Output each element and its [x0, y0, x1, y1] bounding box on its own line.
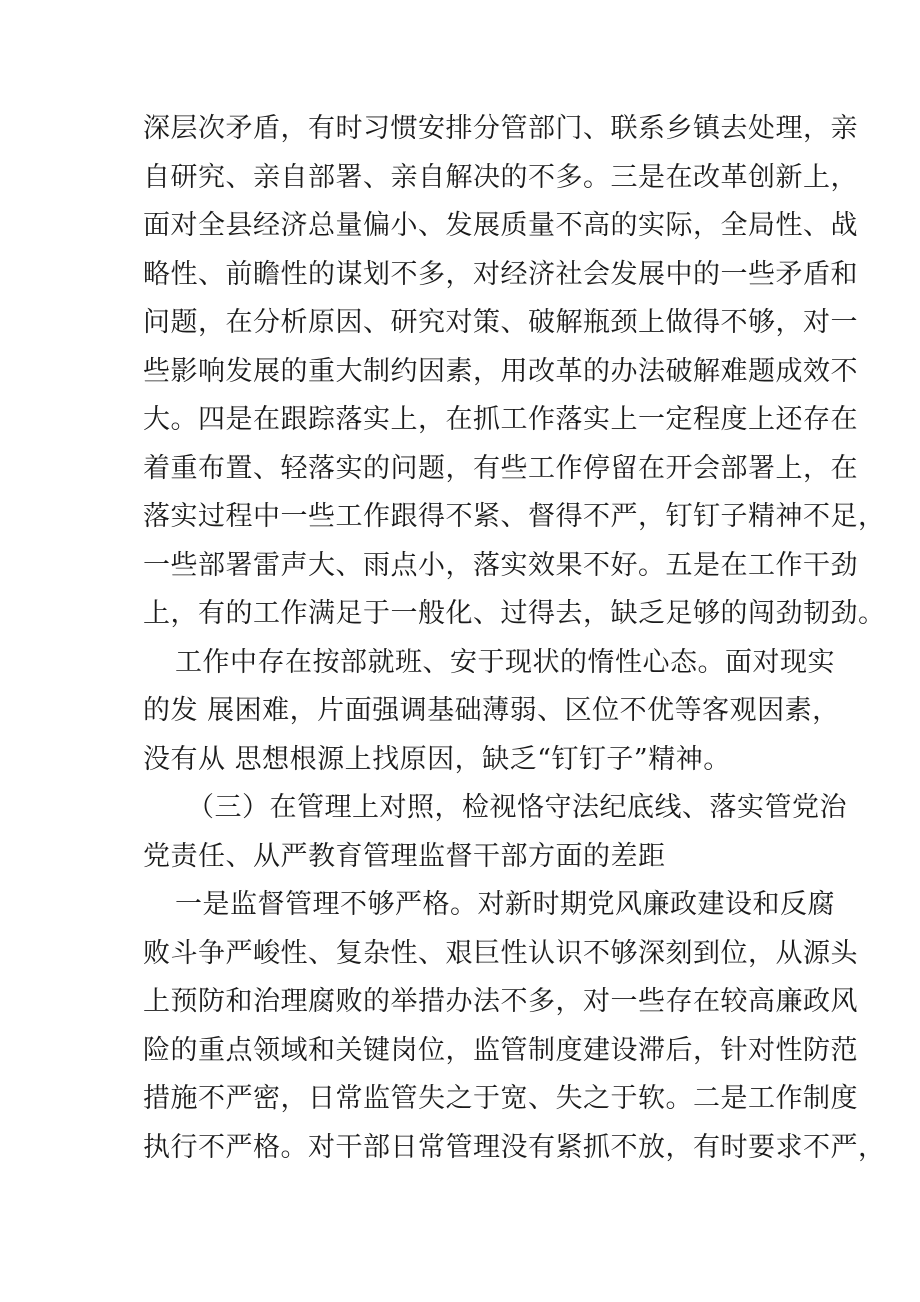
text-line: 执行不严格。对干部日常管理没有紧抓不放，有时要求不严，	[143, 1131, 886, 1163]
text-line: 一是监督管理不够严格。对新时期党风廉政建设和反腐	[175, 889, 835, 920]
text-line: 大。四是在跟踪落实上，在抓工作落实上一定程度上还存在	[143, 404, 858, 435]
text-line: 落实过程中一些工作跟得不紧、督得不严，钉钉子精神不足，	[143, 501, 886, 532]
text-line: 问题，在分析原因、研究对策、破解瓶颈上做得不够，对一	[143, 307, 858, 338]
paragraph-leadership-issues	[143, 105, 886, 639]
text-line: 败斗争严峻性、复杂性、艰巨性认识不够深刻到位，从源头	[143, 937, 858, 969]
text-line: 一些部署雷声大、雨点小，落实效果不好。五是在工作干劲	[143, 549, 858, 581]
text-line: 的发 展困难，片面强调基础薄弱、区位不优等客观因素，	[143, 695, 840, 726]
text-line: 工作中存在按部就班、安于现状的惰性心态。面对现实	[175, 646, 835, 678]
text-line: 上预防和治理腐败的举措办法不多，对一些存在较高廉政风	[143, 986, 858, 1017]
text-line: 党责任、从严教育管理监督干部方面的差距	[143, 840, 666, 872]
text-line: 没有从 思想根源上找原因，缺乏“钉钉子”精神。	[143, 743, 731, 775]
text-line: 些影响发展的重大制约因素，用改革的办法破解难题成效不	[143, 355, 858, 387]
text-line: 略性、前瞻性的谋划不多，对经济社会发展中的一些矛盾和	[143, 258, 858, 290]
paragraph-inertia	[143, 639, 840, 785]
text-line: 着重布置、轻落实的问题，有些工作停留在开会部署上，在	[143, 452, 858, 484]
text-line: 上，有的工作满足于一般化、过得去，缺乏足够的闯劲韧劲。	[143, 598, 886, 629]
text-line: 险的重点领域和关键岗位，监管制度建设滞后，针对性防范	[143, 1034, 858, 1066]
section-heading-management	[143, 784, 847, 881]
text-line: （三）在管理上对照，检视恪守法纪底线、落实管党治	[187, 792, 847, 823]
paragraph-supervision	[143, 881, 886, 1172]
text-line: 面对全县经济总量偏小、发展质量不高的实际，全局性、战	[143, 210, 858, 241]
text-line: 深层次矛盾，有时习惯安排分管部门、联系乡镇去处理，亲	[143, 113, 858, 144]
text-line: 措施不严密，日常监管失之于宽、失之于软。二是工作制度	[143, 1083, 858, 1114]
text-line: 自研究、亲自部署、亲自解决的不多。三是在改革创新上，	[143, 161, 858, 193]
